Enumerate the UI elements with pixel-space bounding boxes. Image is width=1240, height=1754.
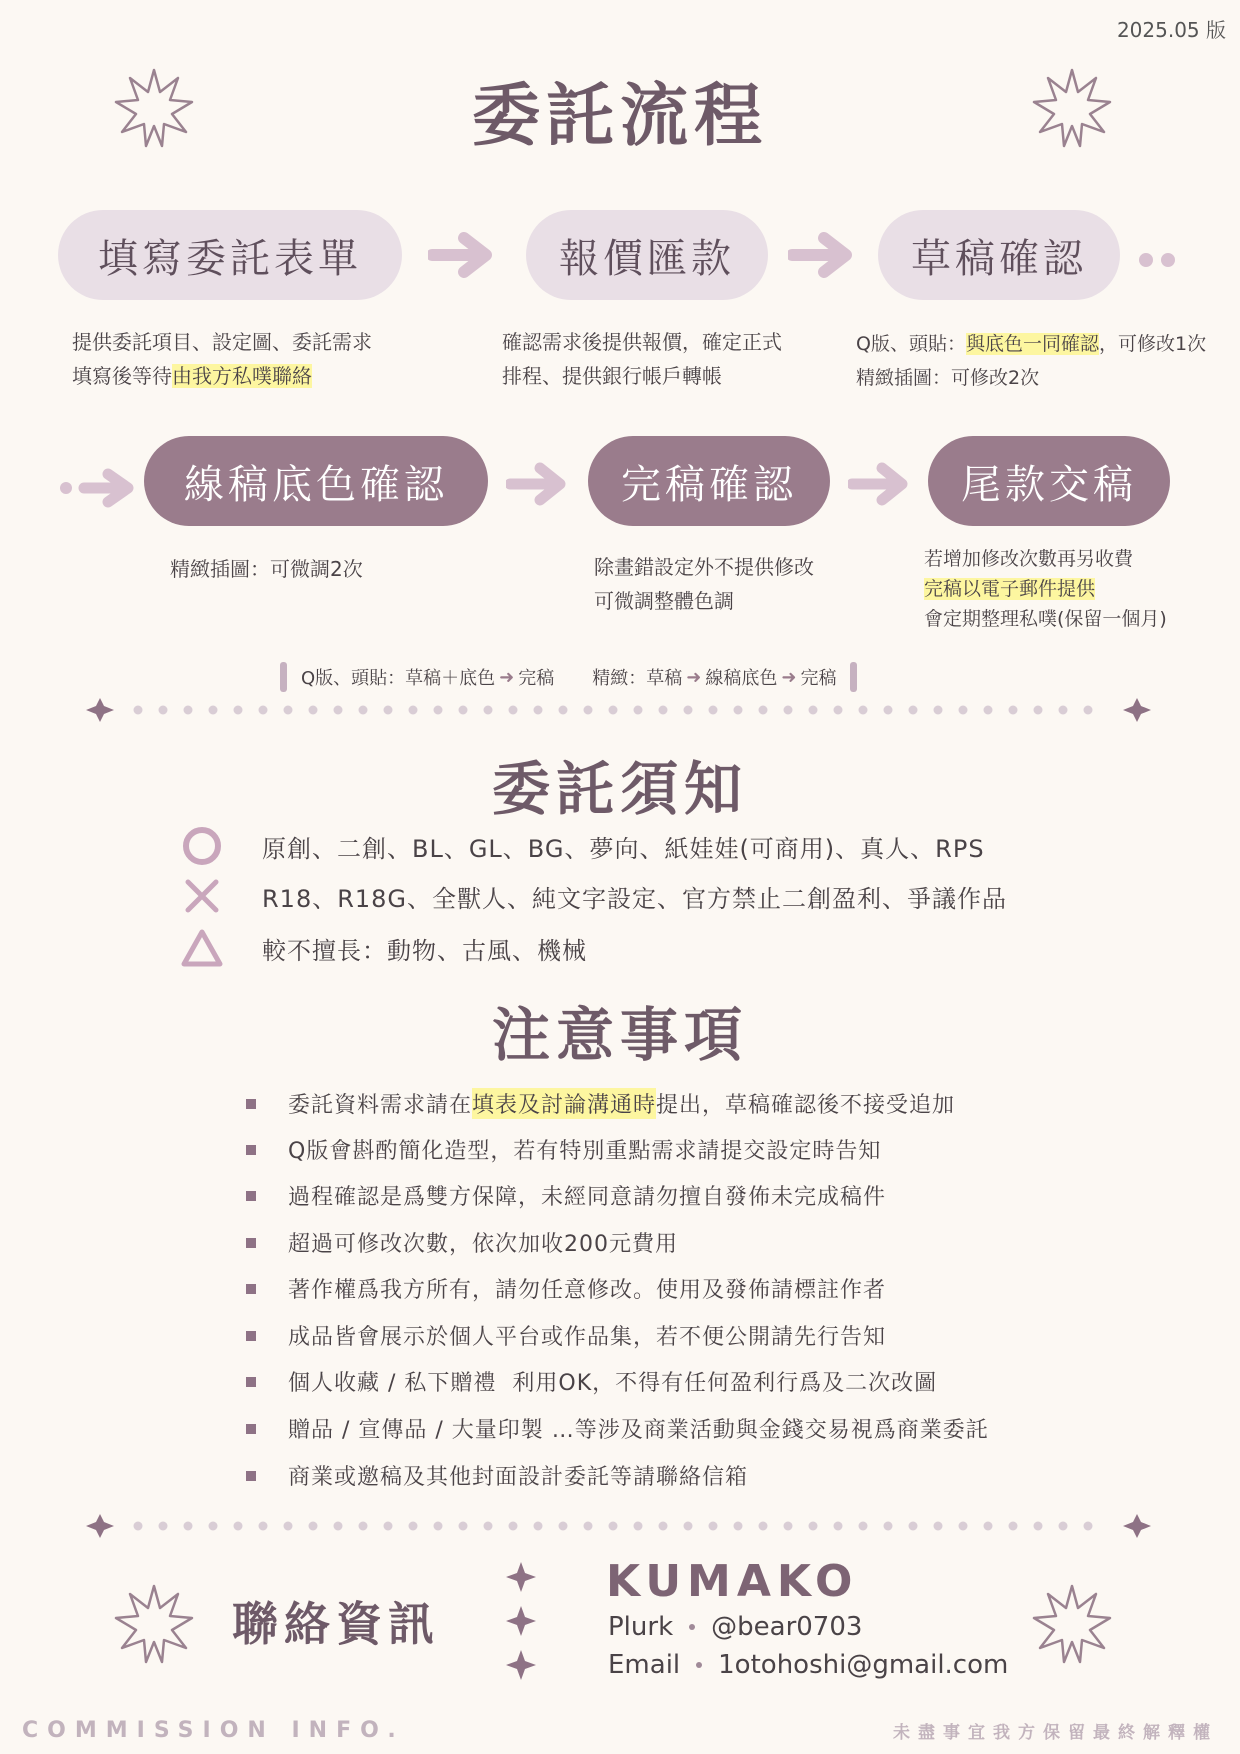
bullet-icon <box>246 1377 256 1387</box>
dot-icon <box>696 1662 702 1668</box>
arrow-right-icon <box>58 466 136 510</box>
bullet-icon <box>246 1471 256 1481</box>
arrow-right-icon <box>848 462 912 506</box>
circle-icon <box>180 824 224 868</box>
dot-icon <box>689 1624 695 1630</box>
bullet-icon <box>246 1284 256 1294</box>
divider-bar <box>280 662 287 692</box>
step-sketch-confirm: 草稿確認 <box>878 210 1120 300</box>
step-lineart-confirm-desc: 精緻插圖：可微調2次 <box>170 557 363 581</box>
bullet-icon <box>246 1424 256 1434</box>
plurk-handle[interactable]: @bear0703 <box>711 1612 863 1642</box>
arrow-right-icon <box>788 232 856 278</box>
weak-text: 較不擅長：動物、古風、機械 <box>262 936 587 965</box>
note-item: 超過可修改次數，依次加收200元費用 <box>246 1227 678 1258</box>
arrow-right-icon <box>506 462 570 506</box>
plurk-row[interactable] <box>608 1612 862 1642</box>
divider-bar <box>850 662 857 692</box>
dotted-divider <box>82 698 1162 722</box>
note-item: 過程確認是爲雙方保障，未經同意請勿擅自發佈未完成稿件 <box>246 1180 886 1211</box>
cross-icon <box>180 874 224 918</box>
note-item: Q版會斟酌簡化造型，若有特別重點需求請提交設定時告知 <box>246 1134 881 1165</box>
star-icon <box>1032 1584 1112 1668</box>
weak-row <box>180 926 587 970</box>
bullet-icon <box>246 1191 256 1201</box>
bullet-icon <box>246 1331 256 1341</box>
accept-row <box>180 824 985 868</box>
bullet-icon <box>246 1145 256 1155</box>
note-item: 個人收藏 / 私下贈禮 利用OK，不得有任何盈利行爲及二次改圖 <box>246 1366 937 1397</box>
step-lineart-confirm: 線稿底色確認 <box>144 436 488 526</box>
notice-title: 委託須知 <box>491 755 748 823</box>
step-fill-form: 填寫委託表單 <box>58 210 402 300</box>
bullet-icon <box>246 1238 256 1248</box>
triangle-icon <box>180 926 224 970</box>
star-icon <box>114 1584 194 1668</box>
bullet-icon <box>246 1099 256 1109</box>
email-row[interactable] <box>608 1650 1008 1680</box>
accept-text: 原創、二創、BL、GL、BG、夢向、紙娃娃(可商用)、真人、RPS <box>262 834 985 863</box>
note-item: 商業或邀稿及其他封面設計委託等請聯絡信箱 <box>246 1460 748 1491</box>
notes-title: 注意事項 <box>491 1001 748 1069</box>
note-item: 委託資料需求請在 填表及討論溝通時 提出，草稿確認後不接受追加 <box>246 1088 955 1119</box>
arrow-right-icon: ➜ <box>781 666 797 688</box>
arrow-right-icon: ➜ <box>499 666 515 688</box>
note-item: 贈品 / 宣傳品 / 大量印製 …等涉及商業活動與金錢交易視爲商業委託 <box>246 1413 989 1444</box>
process-title: 委託流程 <box>471 77 768 156</box>
step-sketch-confirm-desc: Q版、頭貼：與底色一同確認，可修改1次 精緻插圖：可修改2次 <box>856 333 1207 389</box>
reject-text: R18、R18G、全獸人、純文字設定、官方禁止二創盈利、爭議作品 <box>262 884 1008 913</box>
flow-summary <box>280 662 857 692</box>
step-balance-delivery-desc: 若增加修改次數再另收費 完稿以電子郵件提供 會定期整理私噗(保留一個月) <box>924 548 1167 630</box>
artist-name: KUMAKO <box>606 1556 859 1607</box>
step-fill-form-desc: 提供委託項目、設定圖、委託需求 填寫後等待由我方私噗聯絡 <box>72 330 372 388</box>
flow-q-part2: 完稿 <box>518 668 555 689</box>
note-item: 成品皆會展示於個人平台或作品集，若不便公開請先行告知 <box>246 1320 886 1351</box>
note-item: 著作權爲我方所有，請勿任意修改。使用及發佈請標註作者 <box>246 1273 886 1304</box>
plurk-label: Plurk <box>608 1612 674 1642</box>
step-quote-payment-desc: 確認需求後提供報價，確定正式 排程、提供銀行帳戶轉帳 <box>502 330 782 388</box>
sparkle-icon <box>504 1560 538 1684</box>
email-address[interactable]: 1otohoshi@gmail.com <box>718 1650 1009 1680</box>
flow-fine-part3: 完稿 <box>800 668 837 689</box>
footer-disclaimer: 未盡事宜我方保留最終解釋權 <box>893 1723 1218 1743</box>
arrow-right-icon: ➜ <box>686 666 702 688</box>
reject-row <box>180 874 1007 918</box>
step-final-confirm: 完稿確認 <box>588 436 830 526</box>
footer-commission-info: COMMISSION INFO. <box>22 1718 405 1743</box>
contact-title: 聯絡資訊 <box>232 1597 440 1651</box>
flow-q-part1: Q版、頭貼：草稿＋底色 <box>301 668 496 689</box>
flow-fine-part1: 精緻：草稿 <box>592 668 683 689</box>
email-label: Email <box>608 1650 681 1680</box>
flow-fine-part2: 線稿底色 <box>705 668 778 689</box>
arrow-right-icon <box>428 232 496 278</box>
step-quote-payment: 報價匯款 <box>526 210 768 300</box>
continue-dots-icon <box>1136 250 1182 270</box>
dotted-divider <box>82 1514 1162 1538</box>
version-label: 2025.05 版 <box>1116 18 1226 42</box>
step-final-confirm-desc: 除畫錯設定外不提供修改 可微調整體色調 <box>594 555 814 613</box>
step-balance-delivery: 尾款交稿 <box>928 436 1170 526</box>
